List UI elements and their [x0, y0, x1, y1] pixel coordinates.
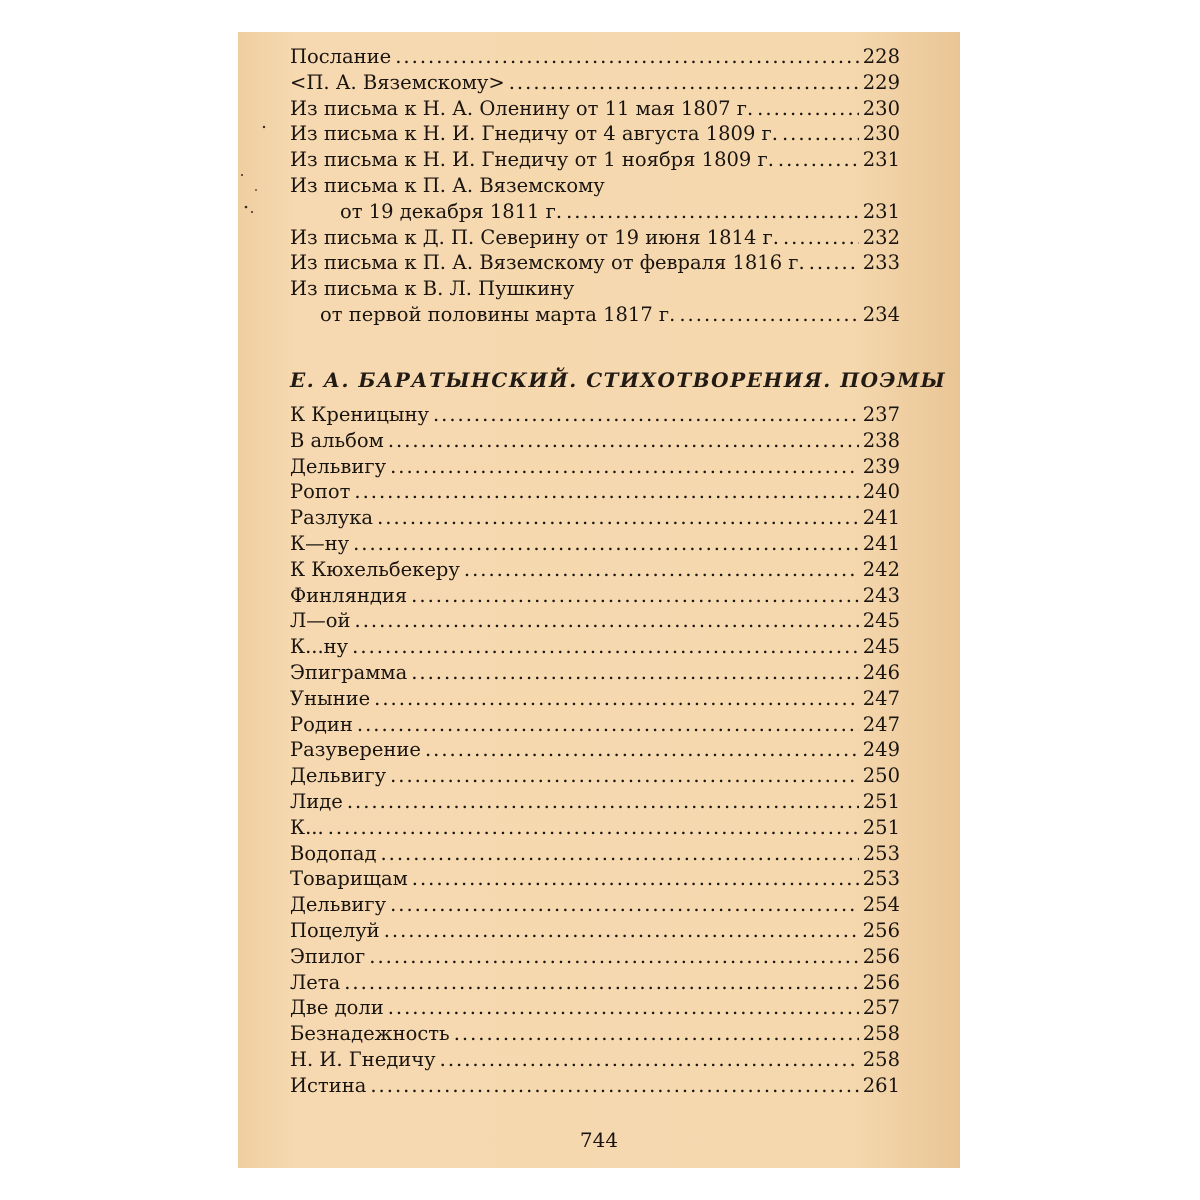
toc-entry-continuation: от 19 декабря 1811 г. ..... 231 — [290, 199, 900, 225]
toc-entry: Дельвигу ..... 250 — [290, 763, 900, 789]
book-page — [238, 32, 960, 1168]
dot-leader — [778, 147, 859, 173]
dot-leader — [388, 995, 859, 1021]
toc-entry: Уныние ..... 247 — [290, 686, 900, 712]
dot-leader — [411, 660, 859, 686]
dot-leader — [566, 199, 859, 225]
dot-leader — [388, 428, 859, 454]
paper-specks — [234, 87, 274, 287]
toc-entry: Н. И. Гнедичу ..... 258 — [290, 1047, 900, 1073]
dot-leader — [377, 505, 859, 531]
dot-leader — [390, 454, 859, 480]
dot-leader — [395, 44, 859, 70]
dot-leader — [328, 815, 859, 841]
toc-entry: Родин ..... 247 — [290, 712, 900, 738]
dot-leader — [440, 1047, 859, 1073]
toc-entry: Из письма к П. А. Вяземскому от февраля 1816 г. ..... 233 — [290, 250, 900, 276]
toc-entry: Эпиграмма ..... 246 — [290, 660, 900, 686]
dot-leader — [433, 402, 859, 428]
toc-entry: Лиде ..... 251 — [290, 789, 900, 815]
toc-entry: Поцелуй ..... 256 — [290, 918, 900, 944]
toc-entry: В альбом ..... 238 — [290, 428, 900, 454]
dot-leader — [355, 608, 859, 634]
dot-leader — [454, 1021, 859, 1047]
dot-leader — [347, 789, 859, 815]
toc-entry: Из письма к Н. И. Гнедичу от 4 августа 1809 г. ..... 230 — [290, 121, 900, 147]
dot-leader — [352, 634, 859, 660]
dot-leader — [390, 892, 859, 918]
dot-leader — [783, 225, 859, 251]
toc-entry: Из письма к Д. П. Северину от 19 июня 1814 г. ..... 232 — [290, 225, 900, 251]
page-number: 744 — [579, 1128, 619, 1152]
toc-entry: Л—ой ..... 245 — [290, 608, 900, 634]
toc-entry: К...ну ..... 245 — [290, 634, 900, 660]
toc-entry: Лета ..... 256 — [290, 970, 900, 996]
toc-entry: Товарищам ..... 253 — [290, 866, 900, 892]
toc-entry: Из письма к Н. И. Гнедичу от 1 ноября 1809 г. ..... 231 — [290, 147, 900, 173]
dot-leader — [412, 866, 859, 892]
dot-leader — [464, 557, 859, 583]
toc-entry: <П. А. Вяземскому> ..... 229 — [290, 70, 900, 96]
dot-leader — [344, 970, 859, 996]
toc-entry: К—ну ..... 241 — [290, 531, 900, 557]
dot-leader — [757, 96, 859, 122]
toc-entry: Эпилог ..... 256 — [290, 944, 900, 970]
toc-entry: Финляндия ..... 243 — [290, 583, 900, 609]
toc-entry: К... ..... 251 — [290, 815, 900, 841]
toc-entry: Дельвигу ..... 239 — [290, 454, 900, 480]
section-heading: Е. А. БАРАТЫНСКИЙ. СТИХОТВОРЕНИЯ. ПОЭМЫ — [290, 368, 947, 392]
dot-leader — [370, 1073, 858, 1099]
dot-leader — [369, 944, 859, 970]
dot-leader — [509, 70, 859, 96]
toc-entry: Разуверение ..... 249 — [290, 737, 900, 763]
toc-entry: Из письма к П. А. Вяземскому — [290, 173, 605, 197]
dot-leader — [425, 737, 859, 763]
dot-leader — [782, 121, 859, 147]
toc-entry: Истина ..... 261 — [290, 1073, 900, 1099]
toc-entry: Разлука ..... 241 — [290, 505, 900, 531]
toc-entry: Водопад ..... 253 — [290, 841, 900, 867]
dot-leader — [679, 302, 858, 328]
dot-leader — [374, 686, 859, 712]
toc-entry-continuation: от первой половины марта 1817 г. ..... 234 — [290, 302, 900, 328]
toc-entry: Ропот ..... 240 — [290, 479, 900, 505]
toc-top-block — [290, 44, 900, 328]
toc-section-block — [290, 402, 900, 1099]
dot-leader — [411, 583, 859, 609]
toc-entry: К Кюхельбекеру ..... 242 — [290, 557, 900, 583]
dot-leader — [357, 712, 859, 738]
dot-leader — [353, 531, 859, 557]
toc-entry: Из письма к Н. А. Оленину от 11 мая 1807 г. ..... 230 — [290, 96, 900, 122]
toc-entry: Безнадежность ..... 258 — [290, 1021, 900, 1047]
dot-leader — [380, 841, 858, 867]
dot-leader — [354, 479, 858, 505]
toc-entry: Две доли ..... 257 — [290, 995, 900, 1021]
dot-leader — [809, 250, 859, 276]
toc-entry: Из письма к В. Л. Пушкину — [290, 277, 575, 301]
toc-entry: К Креницыну ..... 237 — [290, 402, 900, 428]
toc-entry: Дельвигу ..... 254 — [290, 892, 900, 918]
dot-leader — [384, 918, 859, 944]
toc-entry: Послание ..... 228 — [290, 44, 900, 70]
dot-leader — [390, 763, 859, 789]
